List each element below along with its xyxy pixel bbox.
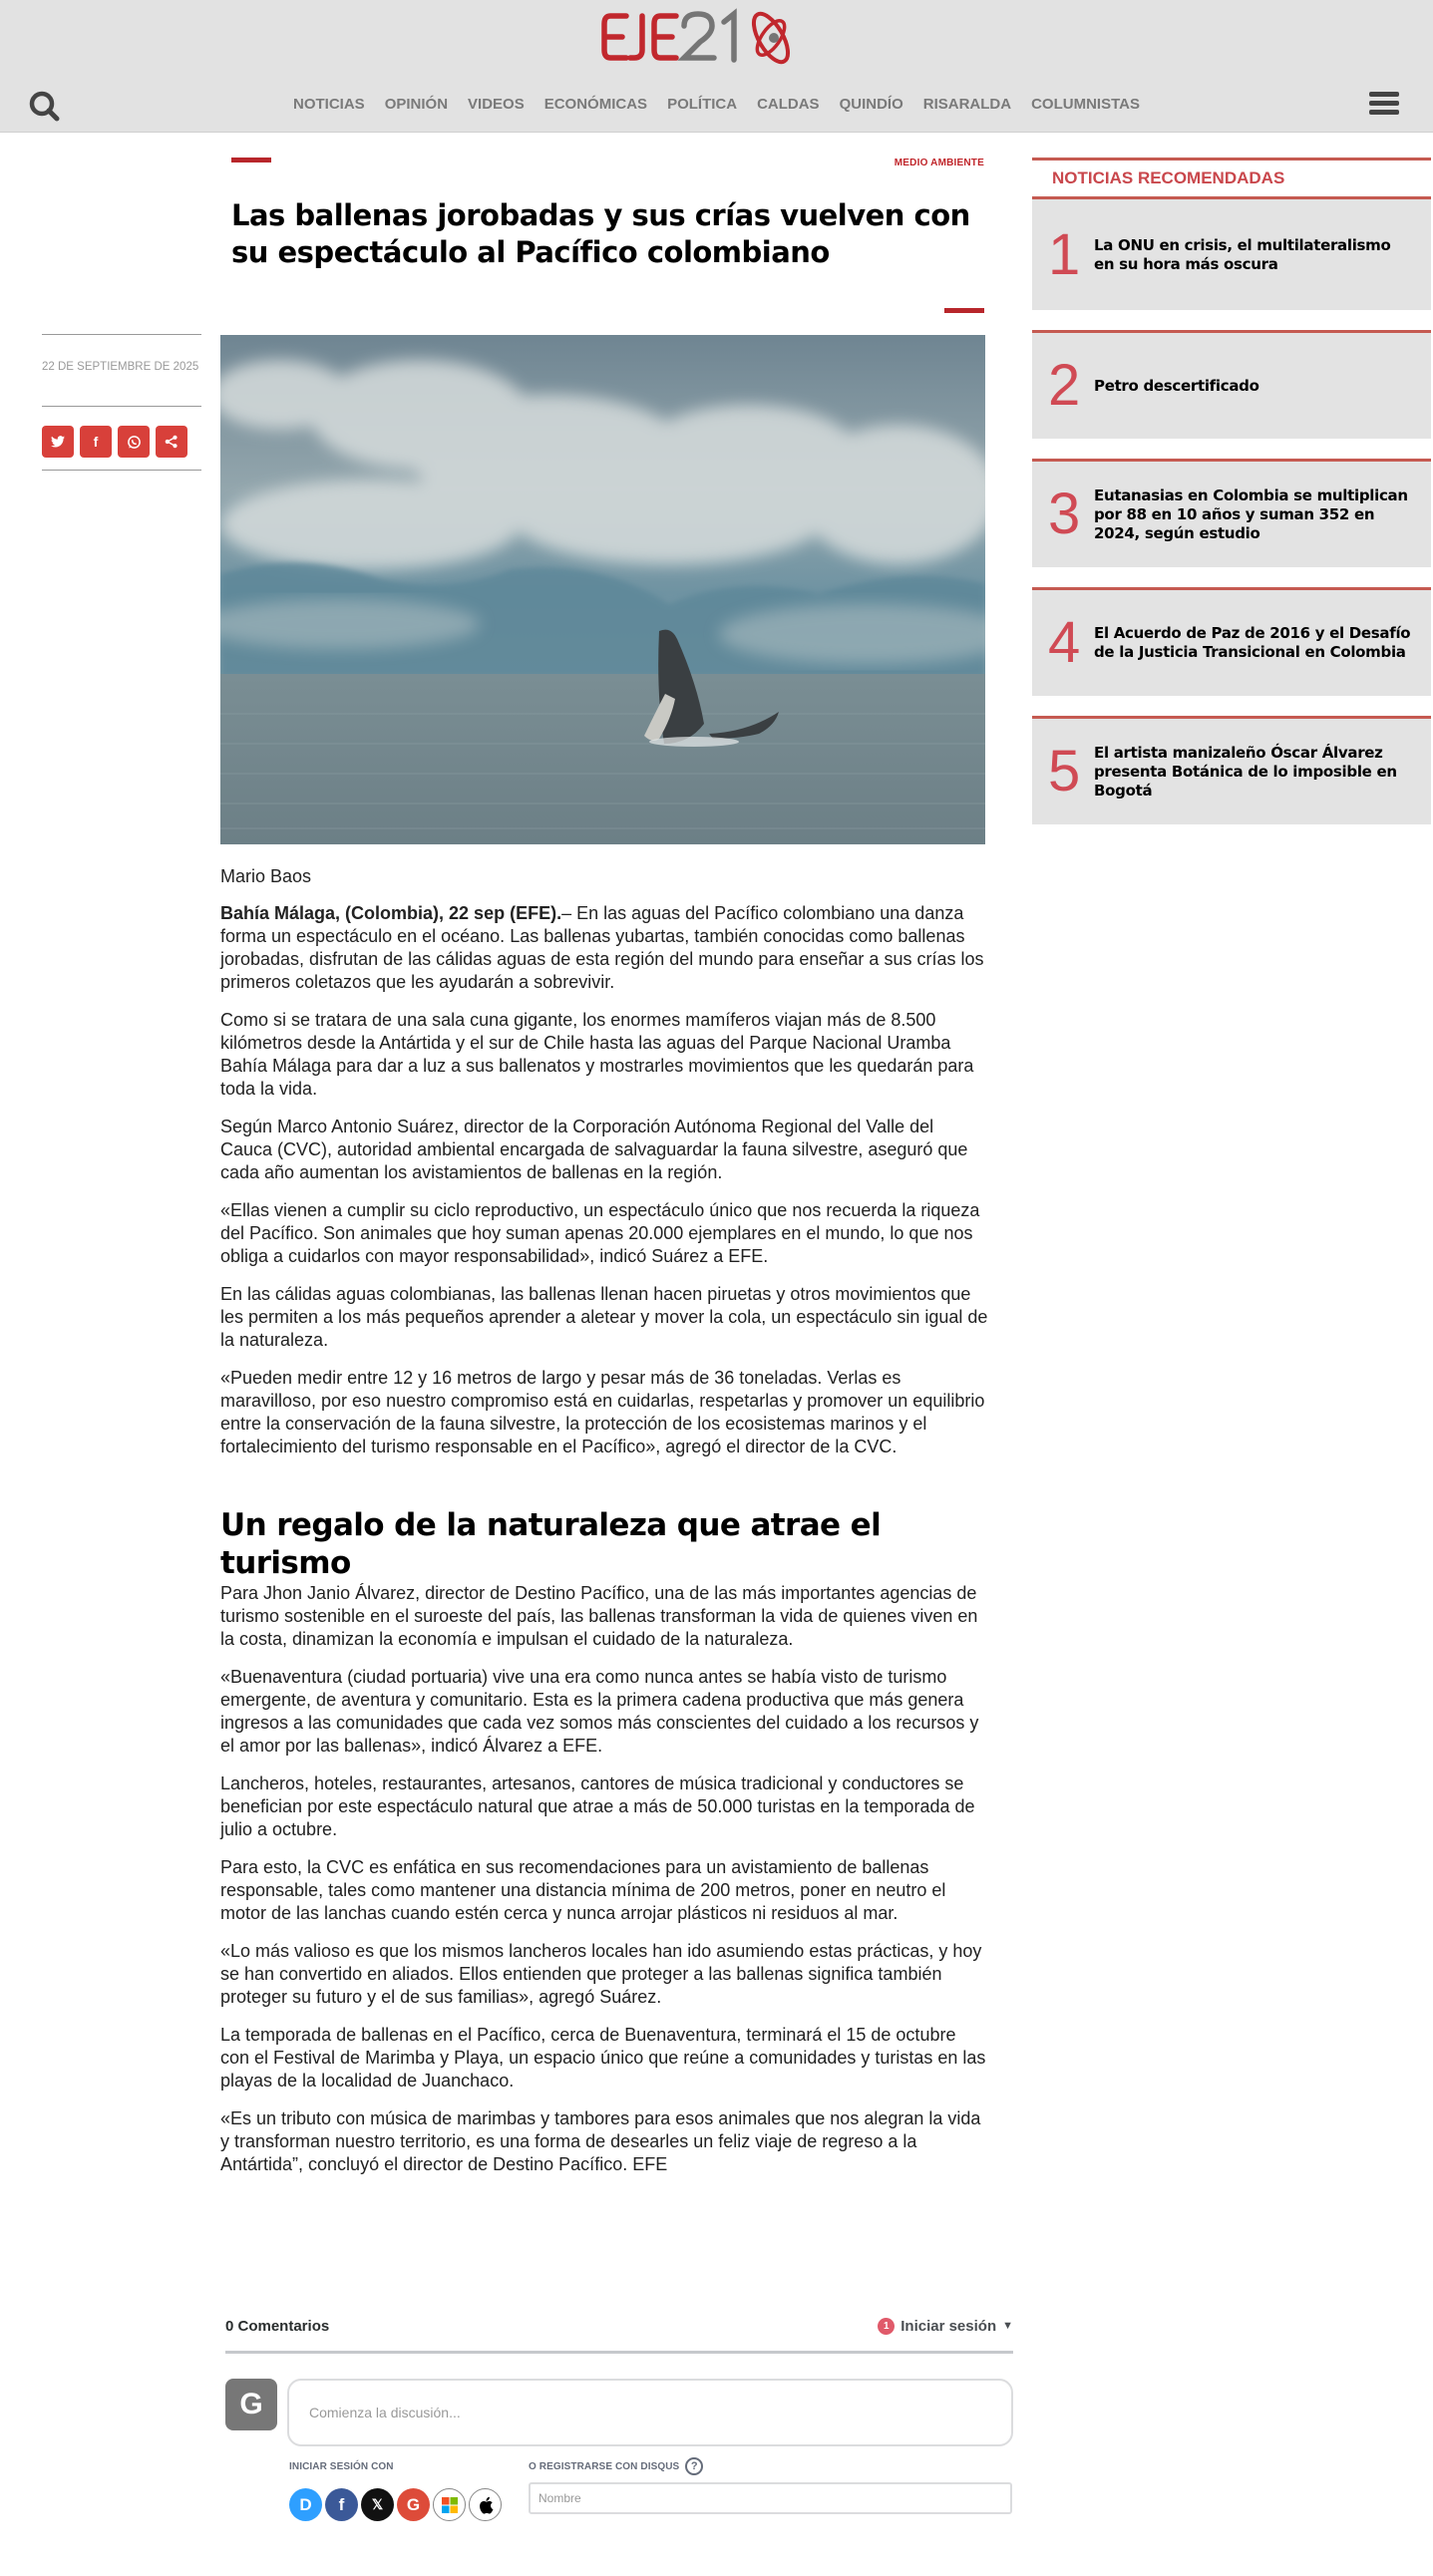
apple-icon: [478, 2496, 494, 2514]
help-icon[interactable]: ?: [685, 2457, 703, 2475]
register-label: O REGISTRARSE CON DISQUS ?: [529, 2458, 1012, 2474]
recommended-headline[interactable]: El Acuerdo de Paz de 2016 y el Desafío de la Justicia Transicional en Colombia: [1094, 624, 1411, 661]
recommended-item[interactable]: [1032, 199, 1431, 310]
guest-avatar: G: [225, 2379, 277, 2430]
login-dropdown[interactable]: [878, 2318, 1013, 2335]
paragraph: «Ellas vienen a cumplir su ciclo reproductivo, un espectáculo único que nos recuerda la riqueza del Pacífico. Son animales que hoy suman apenas 20.000 ejemplares en el mundo, lo que nos obliga a cuidarlos con mayor responsabilidad», indicó Suárez a EFE.: [220, 1200, 980, 1266]
share-whatsapp-button[interactable]: [118, 426, 150, 458]
disqus-icon: D: [299, 2494, 312, 2514]
nav-item-noticias[interactable]: NOTICIAS: [293, 96, 365, 113]
disqus-login-button[interactable]: [289, 2488, 322, 2521]
share-buttons: [42, 426, 187, 458]
sidebar-title: NOTICIAS RECOMENDADAS: [1032, 158, 1431, 199]
recommended-item[interactable]: [1032, 587, 1431, 696]
meta-divider: [42, 334, 201, 335]
rank-number: 1: [1048, 221, 1081, 287]
rank-number: 3: [1048, 482, 1081, 546]
recommended-news-sidebar: [1032, 158, 1431, 844]
recommended-item[interactable]: [1032, 716, 1431, 824]
share-facebook-button[interactable]: [80, 426, 112, 458]
category-label[interactable]: MEDIO AMBIENTE: [894, 158, 984, 168]
paragraph: Lancheros, hoteles, restaurantes, artesanos, cantores de música tradicional y conductores se benefician por este espectáculo natural que atrae a más de 50.000 turistas en la temporada de julio a octubre.: [220, 1773, 975, 1839]
comment-input[interactable]: Comienza la discusión...: [287, 2379, 1013, 2446]
recommended-item[interactable]: [1032, 459, 1431, 567]
login-with-label: INICIAR SESIÓN CON: [289, 2460, 394, 2472]
comment-count: 0 Comentarios: [225, 2317, 330, 2335]
dateline: Bahía Málaga, (Colombia), 22 sep (EFE).: [220, 903, 562, 923]
section-subheading: Un regalo de la naturaleza que atrae el turismo: [220, 1507, 882, 1581]
paragraph: «Pueden medir entre 12 y 16 metros de largo y pesar más de 36 toneladas. Verlas es maravilloso, por eso nuestro compromiso está en cuidarlas, respetarlas y promover un equilibrio entre la conservación de la fauna silvestre, la protección de los ecosistemas marinos y el fortalecimiento del turismo responsable en el Pacífico», agregó el director de la CVC.: [220, 1368, 985, 1456]
facebook-icon: f: [93, 434, 99, 450]
share-icon: [165, 435, 179, 449]
article-title: Las ballenas jorobadas y sus crías vuelven con su espectáculo al Pacífico colombiano: [231, 198, 970, 269]
paragraph: En las cálidas aguas colombianas, las ballenas llenan hacen piruetas y otros movimientos que les permiten a los más pequeños aprender a aletear y mover la cola, un espectáculo sin igual de la naturaleza.: [220, 1284, 988, 1350]
paragraph: Como si se tratara de una sala cuna gigante, los enormes mamíferos viajan más de 8.500 kilómetros desde la Antártida y el sur de Chile hasta las aguas del Parque Nacional Uramba Bahía Málaga para dar a luz a sus ballenatos y mostrarles movimientos que les quedarán para toda la vida.: [220, 1010, 974, 1099]
paragraph: «Buenaventura (ciudad portuaria) vive una era como nunca antes se había visto de turismo emergente, de aventura y comunitario. Esta es la primera cadena productiva que más genera ingresos a las comunidades que cada vez somos más conscientes del cuidado a los recursos y el amor por las ballenas», indicó Álvarez a EFE.: [220, 1667, 979, 1756]
title-accent-bar-top: [231, 158, 271, 162]
meta-divider: [42, 470, 201, 471]
comments-divider: [225, 2351, 1013, 2354]
facebook-login-button[interactable]: [325, 2488, 358, 2521]
hamburger-menu-button[interactable]: [1369, 92, 1399, 118]
comments-header: [225, 2311, 1013, 2341]
hero-image: [220, 335, 985, 844]
nav-item-politica[interactable]: POLÍTICA: [667, 96, 738, 113]
paragraph: La temporada de ballenas en el Pacífico, cerca de Buenaventura, terminará el 15 de octubre con el Festival de Marimba y Playa, un espacio único que reúne a comunidades y turistas en las playas de la localidad de Juanchaco.: [220, 2025, 986, 2091]
name-input[interactable]: Nombre: [529, 2482, 1012, 2514]
nav-item-economicas[interactable]: ECONÓMICAS: [543, 96, 648, 113]
lead-paragraph: Bahía Málaga, (Colombia), 22 sep (EFE).– En las aguas del Pacífico colombiano una danza forma un espectáculo en el océano. Las ballenas yubartas, también conocidas como ballenas jorobadas, disfrutan de las cálidas aguas de esta región del mundo para enseñar a sus crías los primeros coletazos que les ayudarán a sobrevivir.: [220, 903, 984, 992]
rank-number: 5: [1048, 739, 1081, 804]
author-byline: Mario Baos: [220, 866, 312, 886]
rank-number: 2: [1048, 353, 1081, 418]
site-logo[interactable]: [596, 2, 832, 66]
meta-divider: [42, 406, 201, 407]
x-icon: 𝕏: [371, 2496, 384, 2512]
microsoft-login-button[interactable]: [433, 2488, 466, 2521]
share-twitter-button[interactable]: [42, 426, 74, 458]
nav-item-risaralda[interactable]: RISARALDA: [922, 96, 1012, 113]
login-label: Iniciar sesión: [900, 2317, 997, 2335]
paragraph: Según Marco Antonio Suárez, director de la Corporación Autónoma Regional del Valle del Cauca (CVC), autoridad ambiental encargada de salvaguardar la fauna silvestre, aseguró que cada año aumentan los avistamientos de ballenas en la región.: [220, 1117, 968, 1182]
facebook-icon: f: [338, 2494, 345, 2514]
x-login-button[interactable]: [361, 2488, 394, 2521]
google-icon: G: [406, 2494, 421, 2514]
paragraph: «Lo más valioso es que los mismos lancheros locales han ido asumiendo estas prácticas, y hoy se han convertido en aliados. Ellos entienden que proteger a las ballenas significa también proteger su futuro y el de sus familias», agregó Suárez.: [220, 1941, 982, 2007]
nav-item-quindio[interactable]: QUINDÍO: [839, 96, 903, 113]
hamburger-menu-icon: [1369, 92, 1399, 115]
google-login-button[interactable]: [397, 2488, 430, 2521]
nav-item-videos[interactable]: VIDEOS: [468, 96, 525, 113]
publish-date: 22 DE SEPTIEMBRE DE 2025: [42, 361, 199, 373]
nav-item-columnistas[interactable]: COLUMNISTAS: [1031, 96, 1140, 113]
twitter-icon: [51, 436, 65, 448]
recommended-headline[interactable]: Eutanasias en Colombia se multiplican por 88 en 10 años y suman 352 en 2024, según estudio: [1094, 485, 1408, 542]
apple-login-button[interactable]: [469, 2488, 502, 2521]
microsoft-icon: [442, 2497, 458, 2513]
comments-section: [225, 2311, 1013, 2521]
rank-number: 4: [1048, 610, 1081, 675]
notification-badge: 1: [878, 2318, 895, 2335]
title-accent-bar-bottom: [944, 308, 984, 313]
recommended-headline[interactable]: Petro descertificado: [1094, 376, 1259, 395]
paragraph: Para esto, la CVC es enfática en sus recomendaciones para un avistamiento de ballenas responsable, tales como mantener una distancia mínima de 200 metros, poner en neutro el motor de las lanchas cuando estén cerca y nunca arrojar plásticos ni residuos al mar.: [220, 1857, 946, 1923]
site-header: [0, 0, 1433, 133]
article-body: [220, 865, 988, 2191]
recommended-item[interactable]: [1032, 330, 1431, 439]
main-nav: [0, 96, 1433, 113]
caret-down-icon: ▼: [1002, 2320, 1013, 2332]
recommended-headline[interactable]: La ONU en crisis, el multilateralismo en su hora más oscura: [1094, 235, 1391, 273]
nav-item-caldas[interactable]: CALDAS: [757, 96, 820, 113]
paragraph: Para Jhon Janio Álvarez, director de Destino Pacífico, una de las más importantes agencias de turismo sostenible en el suroeste del país, las ballenas transforman la vida de quienes viven en la costa, dinamizan la economía e impulsan el cuidado de la naturaleza.: [220, 1583, 978, 1649]
paragraph: «Es un tributo con música de marimbas y tambores para esos animales que nos alegran la vida y transforman nuestro territorio, es una forma de desearles un feliz viaje de regreso a la Antártida”, concluyó el director de Destino Pacífico. EFE: [220, 2108, 981, 2174]
share-generic-button[interactable]: [156, 426, 187, 458]
social-login-buttons: [289, 2488, 529, 2521]
whatsapp-icon: [127, 435, 142, 450]
recommended-headline[interactable]: El artista manizaleño Óscar Álvarez presenta Botánica de lo imposible en Bogotá: [1094, 743, 1397, 800]
nav-item-opinion[interactable]: OPINIÓN: [384, 96, 449, 113]
